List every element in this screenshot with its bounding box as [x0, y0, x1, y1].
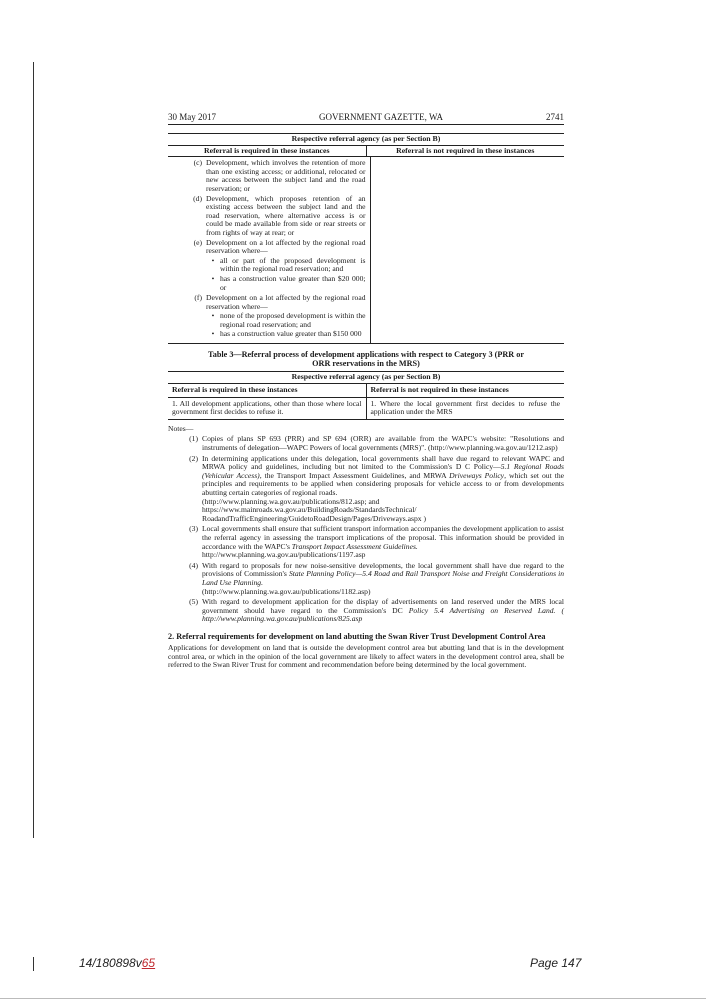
referral-table-continued: [168, 133, 564, 344]
note-link[interactable]: (http://www.planning.wa.gov.au/publications/812.asp; and: [202, 496, 380, 506]
header-title: GOVERNMENT GAZETTE, WA: [319, 112, 443, 122]
bullet-item: • has a construction value greater than $150 000: [206, 330, 366, 339]
table-header-row: [168, 384, 564, 398]
col-header-not-required: Referral is not required in these instances: [367, 146, 565, 158]
note-item: (1) Copies of plans SP 693 (PRR) and SP 694 (ORR) are available from the WAPC's website: "Resolutions and instruments of delegation—WAPC Powers of local governments (MRS)". (http://www.planning.wa.gov.au/1212.asp): [189, 434, 564, 453]
not-required-cell: [371, 157, 565, 343]
referral-table-3: [168, 371, 564, 419]
table-caption: Respective referral agency (as per Section B): [168, 372, 564, 384]
note-item: (4) With regard to proposals for new noise-sensitive developments, the local government shall have due regard to the provisions of Commission's State Planning Policy—5.4 Road and Rail Transport Noise and Freight Considerations in Land Use Planning. (http://www.planning.wa.gov.au/publications/1182.asp): [189, 560, 565, 596]
notes-section: [168, 425, 564, 624]
bullet-item: • none of the proposed development is within the regional road reservation; and: [206, 312, 366, 329]
list-item: (f) Development on a lot affected by the regional road reservation where— • none of the proposed development is within the regional road reservation; and • has a construction value greater than $150 000: [194, 293, 366, 339]
bullet-item: • has a construction value greater than $20 000; or: [206, 275, 366, 292]
table-body-row: [168, 398, 564, 419]
table-header-row: [168, 146, 564, 158]
bullet-icon: •: [211, 255, 215, 265]
gazette-page: [168, 112, 564, 670]
footer-doc-ref: 14/180898v65: [79, 956, 156, 970]
bullet-icon: •: [211, 329, 215, 339]
note-item: (3) Local governments shall ensure that sufficient transport information accompanies the development application to assist the referral agency in assessing the transport implications of the proposal. This information should be provided in accordance with the WAPC's Transport Impact Assessment Guidelines. http://www.planning.wa.gov.au/publications/1197.asp: [189, 524, 564, 560]
section-2-body: Applications for development on land that is outside the development control area but abutting land that is in the development control area, or which in the opinion of the local government are likely to affect waters in the development control area, shall be referred to the Swan River Trust for comment and recommendation before being determined by the local government.: [168, 642, 564, 670]
bullet-icon: •: [211, 273, 215, 283]
note-link[interactable]: https://www.mainroads.wa.gov.au/BuildingRoads/StandardsTechnical/: [202, 505, 417, 515]
footer-version-marker: 65: [141, 956, 156, 970]
note-item: (2) In determining applications under this delegation, local governments shall have due regard to relevant WAPC and MRWA policy and guidelines, including but not limited to the Commission's D C Policy—5.1 Regional Roads (Vehicular Access), the Transport Impact Assessment Guidelines, and MRWA Driveways Policy, which set out the principles and requirements to be applied when considering proposals for vehicle access to or from developments abutting certain categories of regional roads. (http://www.planning.wa.gov.au/publications/812.asp; and https://www.mainroads.wa.gov.au/BuildingRoads/StandardsTechnical/ RoadandTrafficEngineering/GuidetoRoadDesign/Pages/Driveways.aspx ): [189, 453, 564, 523]
table-caption: Respective referral agency (as per Section B): [168, 134, 564, 146]
list-item: (d) Development, which proposes retention of an existing access between the subject land and the road reservation, where alternative access is or could be made available from side or rear streets or from rights of way at rear; or: [193, 193, 366, 237]
list-item: (c) Development, which involves the retention of more than one existing access; or additional, relocated or new access between the subject land and the road reservation; or: [193, 158, 366, 193]
footer-page-number: Page 147: [530, 956, 582, 970]
note-item: (5) With regard to development application for the display of advertisements on land reserved under the MRS local government should have regard to the Commission's DC Policy 5.4 Advertising on Reserved Land. ( http://www.planning.wa.gov.au/publications/825.asp: [189, 597, 564, 624]
list-item: (e) Development on a lot affected by the regional road reservation where— • all or part of the proposed development is within the regional road reservation; and • has a construction value greater than $20 000; or: [193, 237, 366, 292]
notes-heading: Notes—: [168, 423, 194, 433]
table-body-row: [168, 157, 564, 343]
bullet-icon: •: [211, 311, 215, 321]
footer-change-bar: [33, 957, 34, 971]
section-2-heading: 2. Referral requirements for development on land abutting the Swan River Trust Development Control Area: [168, 631, 546, 641]
note-link[interactable]: RoadandTrafficEngineering/GuidetoRoadDesign/Pages/Driveways.aspx ): [202, 513, 426, 523]
col-header-not-required: Referral is not required in these instances: [367, 384, 565, 398]
header-page-number: 2741: [546, 112, 564, 122]
col-header-required: Referral is required in these instances: [168, 384, 367, 398]
not-required-cell: 1. Where the local government first decides to refuse the application under the MRS: [370, 398, 560, 417]
page-header: [168, 112, 564, 125]
required-cell: [168, 157, 371, 343]
margin-change-bar: [33, 62, 34, 838]
col-header-required: Referral is required in these instances: [168, 146, 367, 158]
header-date: 30 May 2017: [168, 112, 216, 122]
table3-title: Table 3—Referral process of development applications with respect to Category 3 (PRR or ORR reservations in the MRS): [208, 350, 524, 369]
note-link[interactable]: http://www.planning.wa.gov.au/publications/1197.asp: [202, 550, 366, 560]
bottom-rule: [0, 998, 706, 999]
required-cell: 1. All development applications, other than those where local government first decides to refuse it.: [168, 398, 367, 419]
bullet-item: • all or part of the proposed development is within the regional road reservation; and: [206, 257, 366, 274]
note-link[interactable]: (http://www.planning.wa.gov.au/publications/1182.asp): [202, 586, 371, 596]
